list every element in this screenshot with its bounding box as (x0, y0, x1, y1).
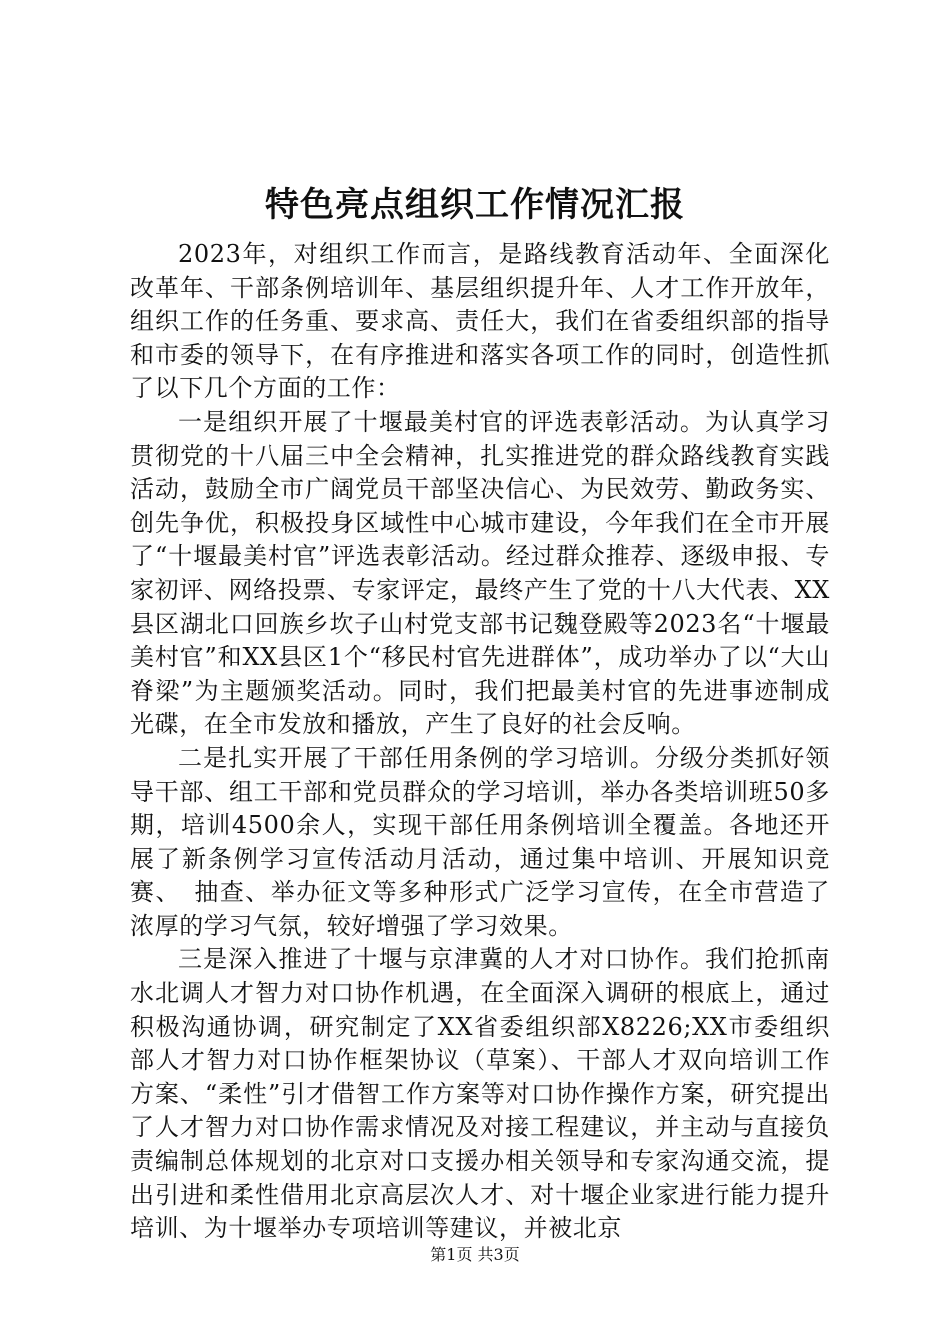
document-body (130, 238, 830, 1246)
paragraph-three: 三是深入推进了十堰与京津冀的人才对口协作。我们抢抓南水北调人才智力对口协作机遇，在全面深入调研的根底上，通过积极沟通协调，研究制定了XX省委组织部X8226;XX市委组织部人才智力对口协作框架协议（草案）、干部人才双向培训工作方案、“柔性”引才借智工作方案等对口协作操作方案，研究提出了人才智力对口协作需求情况及对接工程建议，并主动与直接负责编制总体规划的北京对口支援办相关领导和专家沟通交流，提出引进和柔性借用北京高层次人才、对十堰企业家进行能力提升培训、为十堰举办专项培训等建议，并被北京 (130, 945, 830, 1243)
page-number-footer: 第1页 共3页 (430, 1245, 520, 1264)
paragraph-two: 二是扎实开展了干部任用条例的学习培训。分级分类抓好领导干部、组工干部和党员群众的学习培训，举办各类培训班50多期，培训4500余人，实现干部任用条例培训全覆盖。各地还开展了新条例学习宣传活动月活动，通过集中培训、开展知识竞赛、 抽查、举办征文等多种形式广泛学习宣传，在全市营造了浓厚的学习气氛，较好增强了学习效果。 (130, 743, 830, 940)
paragraph-one: 一是组织开展了十堰最美村官的评选表彰活动。为认真学习贯彻党的十八届三中全会精神，扎实推进党的群众路线教育实践活动，鼓励全市广阔党员干部坚决信心、为民效劳、勤政务实、创先争优，积极投身区域性中心城市建设，今年我们在全市开展了“十堰最美村官”评选表彰活动。经过群众推荐、逐级申报、专家初评、网络投票、专家评定，最终产生了党的十八大代表、XX县区湖北口回族乡坎子山村党支部书记魏登殿等2023名“十堰最美村官”和XX县区1个“移民村官先进群体”，成功举办了以“大山脊梁”为主题颁奖活动。同时，我们把最美村官的先进事迹制成光碟，在全市发放和播放，产生了良好的社会反响。 (130, 407, 830, 739)
document-title: 特色亮点组织工作情况汇报 (265, 185, 685, 225)
paragraph-intro: 2023年，对组织工作而言，是路线教育活动年、全面深化改革年、干部条例培训年、基层组织提升年、人才工作开放年，组织工作的任务重、要求高、责任大，我们在省委组织部的指导和市委的领导下，在有序推进和落实各项工作的同时，创造性抓了以下几个方面的工作： (130, 240, 830, 403)
